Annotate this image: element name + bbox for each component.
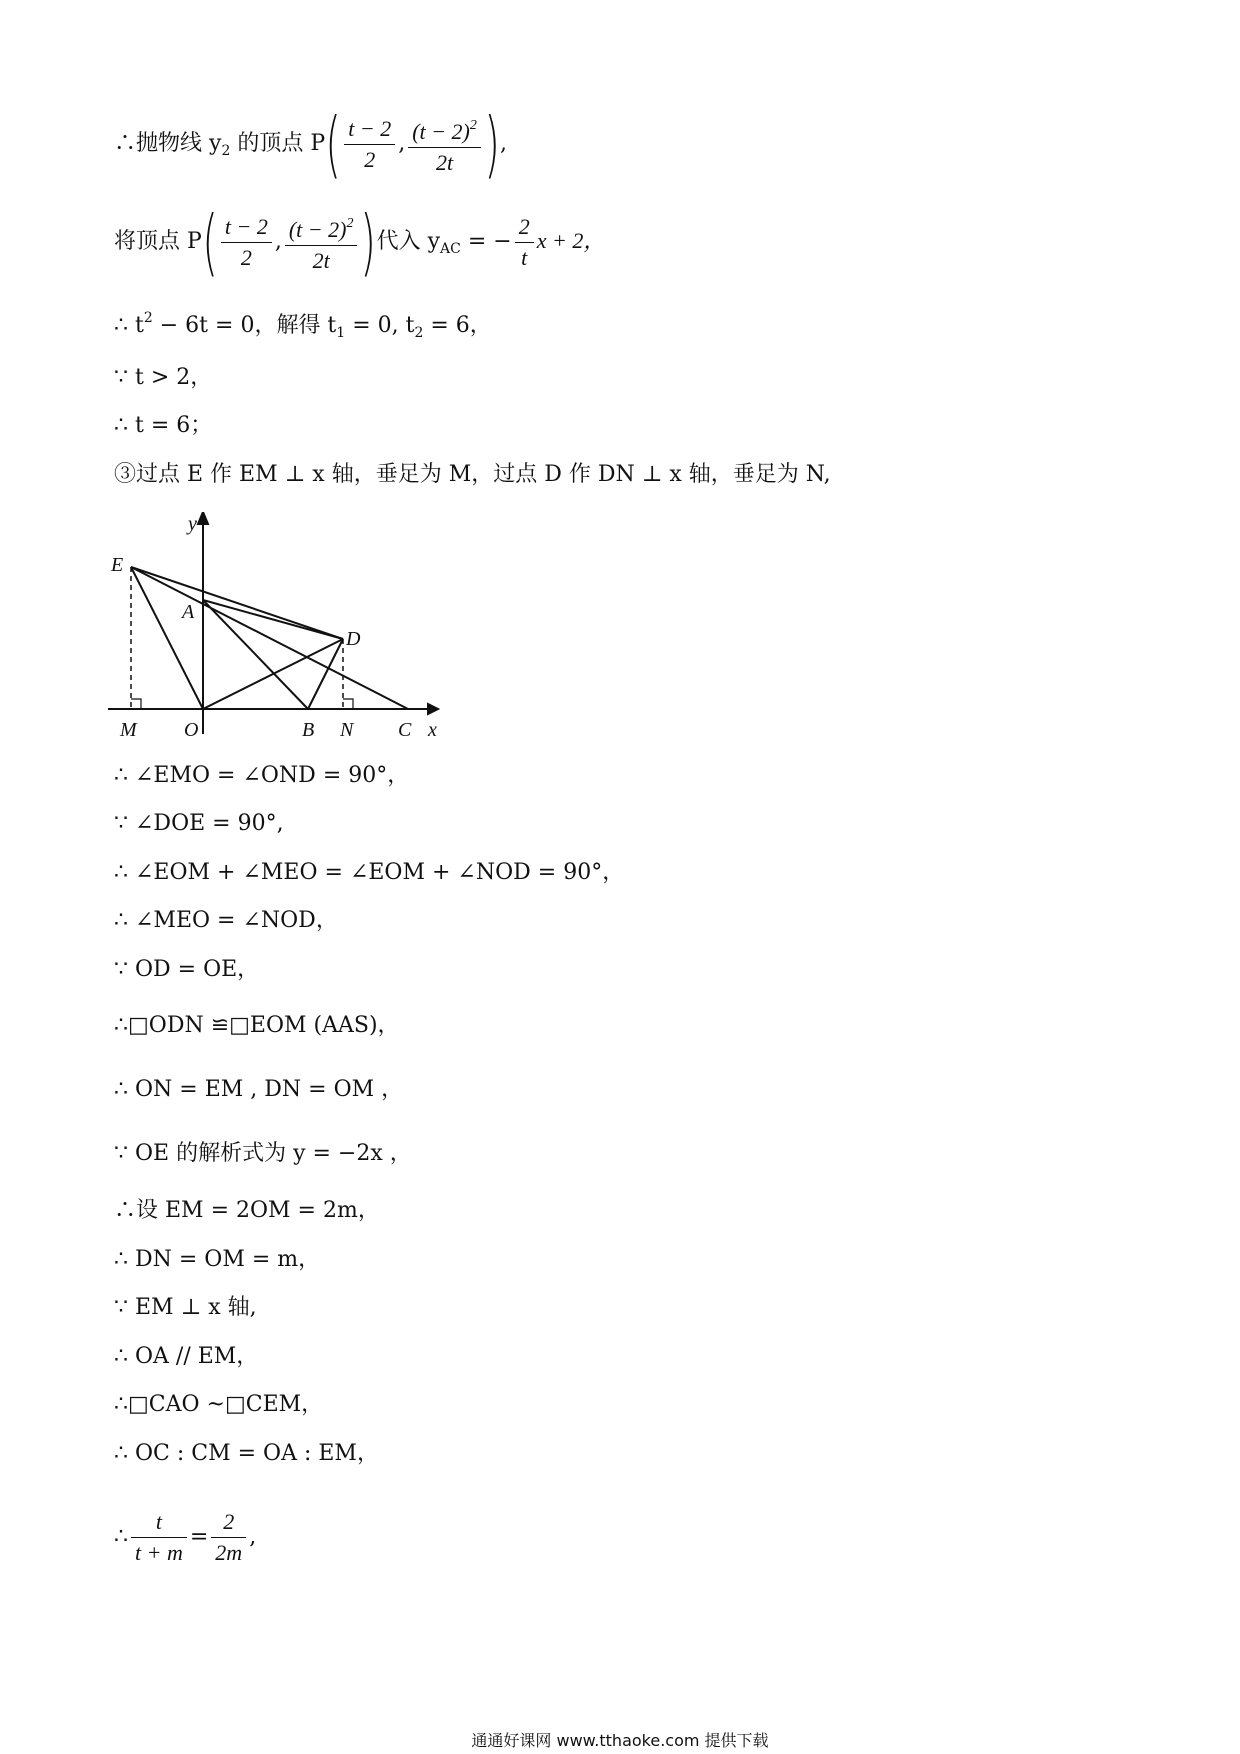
text-line-6: ③过点 E 作 EM ⊥ x 轴，垂足为 M，过点 D 作 DN ⊥ x 轴，垂足为 N, [114, 462, 831, 487]
l2-f3-num: 2 [515, 212, 534, 243]
l2-f2-den: 2t [312, 247, 330, 273]
text-line-18: ∴ OA // EM， [114, 1344, 259, 1369]
text-line-5: ∴ t = 6； [114, 413, 213, 438]
l1-f2-sup: 2 [469, 117, 477, 133]
label-a: A [182, 601, 195, 623]
right-paren: ) [360, 200, 377, 284]
l1-f2-num: (t − 2) [412, 118, 470, 144]
l3-b: − 6t = 0，解得 t [152, 313, 337, 338]
l2-eq: = − [460, 229, 512, 254]
text-line-3 [114, 303, 492, 348]
text-line-7: ∴ ∠EMO = ∠OND = 90°， [114, 763, 410, 788]
segment-ec [131, 567, 408, 709]
text-line-15: ∴设 EM = 2OM = 2m， [114, 1198, 380, 1223]
label-x: x [428, 719, 437, 741]
l2-f1-den: 2 [240, 244, 252, 270]
text-line-9: ∴ ∠EOM + ∠MEO = ∠EOM + ∠NOD = 90°， [114, 860, 625, 885]
l3-d: = 6， [423, 313, 492, 338]
left-paren: ( [325, 102, 341, 186]
text-line-11: ∵ OD = OE， [114, 957, 260, 982]
l1-prefix: ∴抛物线 y [114, 131, 222, 156]
l1-fraction-2 [408, 111, 481, 178]
text-line-21 [114, 1507, 256, 1568]
l1-suffix: , [499, 131, 507, 156]
text-line-17: ∵ EM ⊥ x 轴, [114, 1295, 257, 1320]
l3-sup: 2 [143, 310, 153, 326]
text-line-13: ∴ ON = EM , DN = OM ， [114, 1077, 404, 1102]
label-c: C [398, 719, 412, 741]
label-m: M [120, 719, 137, 741]
right-paren: ) [484, 102, 500, 186]
l21-f2-den: 2m [215, 1540, 243, 1565]
l3-a: ∴ t [114, 313, 144, 338]
label-b: B [302, 719, 315, 741]
text-line-20: ∴ OC : CM = OA : EM， [114, 1441, 379, 1466]
right-angle-mark-n [343, 699, 353, 709]
geometry-figure [108, 512, 448, 742]
l3-sub-1: 1 [336, 325, 346, 341]
segment-ad [203, 600, 343, 639]
y-axis-arrow [198, 512, 208, 524]
text-line-19: ∴□CAO ~□CEM， [114, 1392, 324, 1417]
l3-sub-2: 2 [414, 325, 424, 341]
l21-f2-num: 2 [211, 1507, 246, 1538]
footer-watermark: 通通好课网 www.tthaoke.com 提供下载 [471, 1731, 769, 1750]
l3-c: = 0, t [345, 313, 415, 338]
l2-f2-num: (t − 2) [288, 216, 347, 242]
label-o: O [184, 719, 199, 741]
l2-suffix: x + 2， [536, 228, 606, 253]
label-d: D [346, 628, 361, 650]
l2-f2-sup: 2 [346, 215, 354, 231]
l2-mid: 代入 y [376, 229, 441, 254]
text-line-1: ∴抛物线 $y_2$ 的顶点 P( $\frac{t - 2}{2}$ , $\frac{(t - 2)^2}{2t}$ ), [114, 102, 507, 186]
left-paren: ( [202, 200, 218, 284]
l21-eq: = [189, 1524, 209, 1550]
l21-f1-den: t + m [135, 1540, 183, 1565]
l1-f2-den: 2t [435, 149, 454, 175]
l21-prefix: ∴ [114, 1524, 128, 1550]
text-line-14: ∵ OE 的解析式为 y = −2x ， [114, 1141, 412, 1166]
l21-f1-num: t [131, 1507, 187, 1538]
l2-f3-den: t [521, 244, 528, 270]
text-line-10: ∴ ∠MEO = ∠NOD， [114, 908, 338, 933]
l1-f1-den: 2 [364, 146, 376, 172]
l21-fraction-1 [131, 1507, 187, 1568]
text-line-4: ∵ t > 2， [114, 365, 213, 390]
text-line-16: ∴ DN = OM = m， [114, 1247, 321, 1272]
label-n: N [340, 719, 354, 741]
l1-fraction-1 [344, 114, 395, 175]
l21-fraction-2 [211, 1507, 246, 1568]
right-angle-mark-m [131, 699, 141, 709]
l2-f1-num: t − 2 [221, 212, 272, 243]
l1-sub: 2 [221, 143, 231, 159]
x-axis-arrow [428, 704, 438, 714]
text-line-2: 将顶点 P( $\frac{t - 2}{2}$ , $\frac{(t - 2)^2}{2t}$ )代入 $y_{AC}$ = − $\frac{2}{t}$ x + 2， [114, 200, 606, 284]
label-e: E [111, 554, 124, 576]
segment-ab [203, 600, 308, 709]
l2-fraction-3 [515, 212, 534, 273]
text-line-12: ∴□ODN ≌□EOM (AAS)， [114, 1013, 400, 1038]
label-y: y [188, 513, 197, 535]
l2-fraction-1 [221, 212, 272, 273]
l2-prefix: 将顶点 P [114, 229, 202, 254]
l2-sub: AC [440, 241, 461, 257]
l1-mid: 的顶点 P [230, 131, 326, 156]
text-line-8: ∵ ∠DOE = 90°, [114, 811, 284, 836]
l1-f1-num: t − 2 [344, 114, 395, 145]
l2-fraction-2 [285, 209, 358, 276]
segment-od [203, 639, 343, 709]
l21-suffix: , [249, 1524, 257, 1550]
